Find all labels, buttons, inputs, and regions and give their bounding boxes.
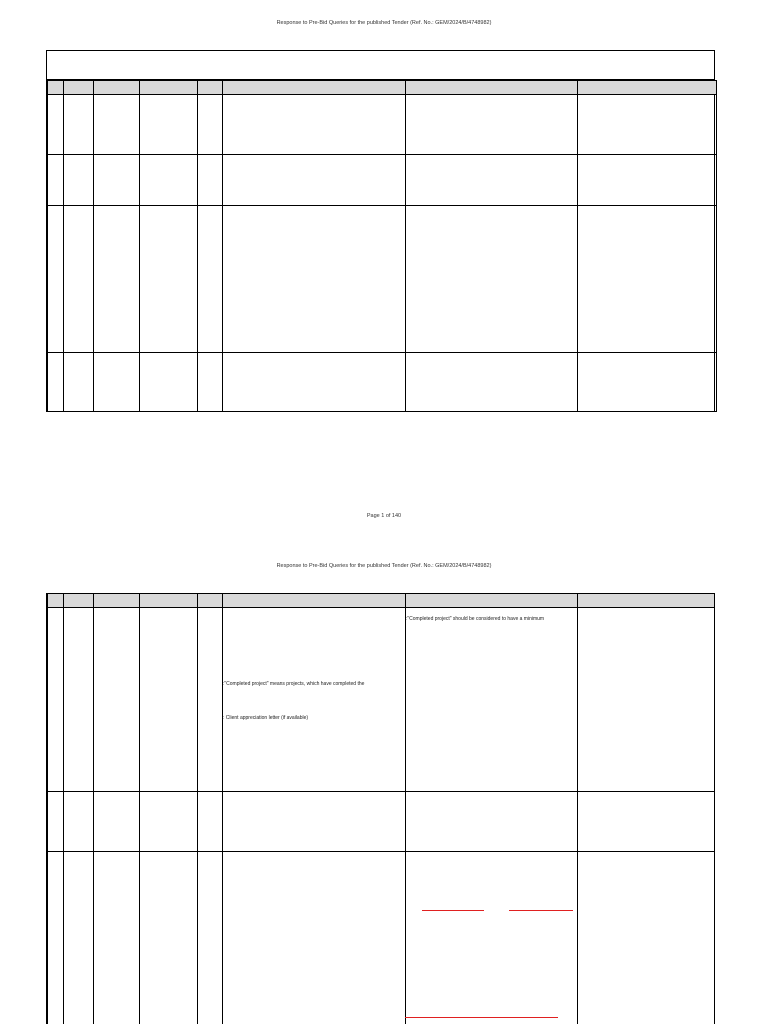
table-row xyxy=(48,608,716,792)
query-table-page2 xyxy=(46,593,715,1024)
header-cell xyxy=(578,594,716,608)
header-cell xyxy=(223,81,406,95)
table-title-box xyxy=(46,50,715,80)
table-row xyxy=(48,95,717,155)
header-cell xyxy=(198,81,223,95)
header-cell xyxy=(578,81,717,95)
query-table-page1 xyxy=(46,80,715,412)
table-header-row xyxy=(48,81,717,95)
header-cell xyxy=(223,594,406,608)
cell-text-completed-project-definition: :"Completed project" means projects, which have completed the xyxy=(223,681,365,687)
red-underline-mark xyxy=(509,910,573,911)
cell-text-client-appreciation-letter: : Client appreciation letter (if available) xyxy=(223,715,309,721)
table-row xyxy=(48,206,717,353)
cell-text-completed-project-response: :"Completed project" should be considered to have a minimum xyxy=(406,616,545,622)
table-row xyxy=(48,792,716,852)
table-row xyxy=(48,155,717,206)
header-cell xyxy=(48,81,64,95)
red-underline-mark xyxy=(422,910,484,911)
page-number: Page 1 of 140 xyxy=(366,513,402,519)
red-underline-mark xyxy=(405,1017,558,1018)
page-header: Response to Pre-Bid Queries for the published Tender (Ref. No.: GEM/2024/B/4748982) xyxy=(276,20,492,26)
header-cell xyxy=(140,81,198,95)
page-header: Response to Pre-Bid Queries for the published Tender (Ref. No.: GEM/2024/B/4748982) xyxy=(276,563,492,569)
header-cell xyxy=(406,81,578,95)
header-cell xyxy=(198,594,223,608)
header-cell xyxy=(64,594,94,608)
table-header-row xyxy=(48,594,716,608)
table-row xyxy=(48,353,717,412)
header-cell xyxy=(140,594,198,608)
header-cell xyxy=(64,81,94,95)
header-cell xyxy=(48,594,64,608)
header-cell xyxy=(94,594,140,608)
header-cell xyxy=(406,594,578,608)
table-row xyxy=(48,852,716,1024)
header-cell xyxy=(94,81,140,95)
